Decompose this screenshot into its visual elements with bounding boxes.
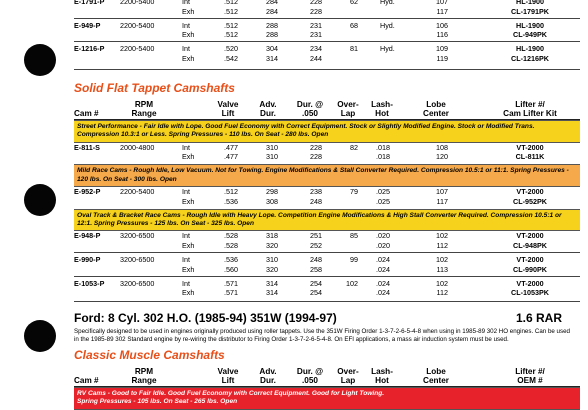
rocker-ratio: 1.6 RAR: [515, 311, 562, 326]
int-exh: Int: [182, 0, 190, 6]
header-adv-duration-line1: Adv.: [259, 367, 277, 376]
valve-lift: .520: [224, 44, 238, 54]
catalog-page: [74, 0, 580, 410]
duration-050: 228: [310, 152, 322, 162]
table-row: [74, 44, 580, 54]
table-row: [74, 197, 580, 207]
advertised-duration: 308: [266, 196, 278, 206]
row-divider: [74, 18, 580, 19]
table-row: [74, 241, 580, 251]
int-exh: Int: [182, 44, 190, 54]
lash: Hyd.: [380, 0, 395, 6]
lash: Hyd.: [380, 44, 395, 54]
header-adv-duration-line1: Adv.: [259, 99, 277, 109]
duration-050: 228: [310, 6, 322, 16]
int-exh: Int: [182, 231, 190, 241]
valve-lift: .512: [224, 6, 238, 16]
lash: .018: [376, 142, 390, 152]
table-row: [74, 187, 580, 197]
int-exh: Exh: [182, 6, 195, 16]
header-valve-lift-line1: Valve: [217, 99, 239, 109]
table-row: [74, 152, 580, 162]
header-duration-050-line2: .050: [302, 108, 318, 118]
lobe-center: 102: [436, 255, 448, 264]
column-headers-classic: [74, 365, 580, 387]
cam-number: E-952-P: [74, 187, 101, 196]
rpm-range: 2000-4800: [120, 142, 155, 152]
lobe-center: 112: [436, 241, 448, 251]
lifter-kit: CL-952PK: [513, 196, 547, 206]
section-title-classic: Classic Muscle Camshafts: [74, 348, 225, 362]
duration-050: 238: [310, 187, 322, 196]
lobe-center: 113: [436, 264, 448, 274]
duration-050: 252: [310, 241, 322, 251]
rpm-range: 2200-5400: [120, 44, 155, 54]
rows-street: [74, 143, 580, 163]
valve-lift: .477: [224, 142, 238, 152]
header-duration-050-line2: .050: [302, 376, 318, 385]
rpm-range: 3200-6500: [120, 255, 155, 264]
advertised-duration: 310: [266, 152, 278, 162]
table-row: [74, 0, 580, 7]
int-exh: Exh: [182, 30, 195, 40]
advertised-duration: 314: [266, 278, 278, 288]
duration-050: 248: [310, 255, 322, 264]
valve-lift: .512: [224, 30, 238, 40]
header-lash-line2: Hot: [375, 376, 389, 385]
lobe-center: 102: [436, 278, 448, 288]
engine-title: Ford: 8 Cyl. 302 H.O. (1985-94) 351W (1994-97): [74, 311, 337, 326]
header-lash-line1: Lash-: [371, 367, 393, 376]
int-exh: Int: [182, 187, 190, 196]
cam-number: E-811-S: [74, 142, 100, 152]
header-rpm-line2: Range: [131, 108, 157, 118]
int-exh: Exh: [182, 152, 195, 162]
header-lobe-center-line1: Lobe: [426, 99, 446, 109]
advertised-duration: 314: [266, 288, 278, 298]
valve-lift: .542: [224, 53, 238, 63]
rpm-range: 3200-6500: [120, 231, 155, 241]
valve-lift: .571: [224, 278, 238, 288]
overlap: 102: [346, 278, 358, 288]
category-band-rv: [74, 387, 580, 410]
table-row: [74, 288, 580, 298]
lifter-kit: CL-949PK: [513, 30, 547, 40]
rpm-range: 2200-5400: [120, 0, 155, 6]
lobe-center: 117: [436, 196, 448, 206]
header-lash-line1: Lash-: [371, 99, 393, 109]
advertised-duration: 298: [266, 187, 278, 196]
binder-hole-2: [24, 184, 56, 216]
advertised-duration: 304: [266, 44, 278, 54]
int-exh: Exh: [182, 241, 195, 251]
lobe-center: 109: [436, 44, 448, 54]
valve-lift: .536: [224, 196, 238, 206]
table-row: [74, 143, 580, 153]
duration-050: 228: [310, 0, 322, 6]
row-divider: [74, 252, 580, 253]
duration-050: 244: [310, 53, 322, 63]
header-rpm-line1: RPM: [134, 99, 154, 109]
engine-description: Specifically designed to be used in engines originally produced using roller tappets. Use the 351W Firing Order 1-3-7-2-6-5-4-8 when using in 1985-89 302 HO engines. Can be used in the 1985-89 302 Standard engine by re-wiring the distributor to Firing Order 1-3-7-2-6-5-4-8. On EFI applications, a mass air induction system must be used.: [74, 328, 570, 343]
duration-050: 231: [310, 20, 322, 30]
header-lash-line2: Hot: [375, 108, 389, 118]
valve-lift: .528: [224, 231, 238, 241]
lobe-center: 117: [436, 6, 448, 16]
lash: .025: [376, 187, 390, 196]
table-row: [74, 255, 580, 265]
lash: .018: [376, 152, 390, 162]
advertised-duration: 320: [266, 241, 278, 251]
table-row: [74, 279, 580, 289]
lash: .024: [376, 255, 390, 264]
cam-number: E-1216-P: [74, 44, 105, 54]
header-overlap-line2: Lap: [340, 108, 356, 118]
header-overlap-line1: Over-: [337, 99, 359, 109]
lifter-kit: VT-2000: [516, 278, 544, 288]
advertised-duration: 320: [266, 264, 278, 274]
top-rows: [74, 0, 580, 64]
overlap: 62: [350, 0, 358, 6]
row-divider: [74, 276, 580, 277]
header-duration-050-line1: Dur. @: [296, 367, 324, 376]
overlap: 81: [350, 44, 358, 54]
int-exh: Exh: [182, 288, 195, 298]
column-headers-solid: [74, 98, 580, 120]
table-row: [74, 21, 580, 31]
duration-050: 231: [310, 30, 322, 40]
header-lifter-line2: OEM #: [517, 376, 543, 385]
int-exh: Exh: [182, 53, 195, 63]
valve-lift: .528: [224, 241, 238, 251]
header-rpm-line2: Range: [131, 376, 157, 385]
header-cam: Cam #: [74, 376, 99, 385]
rpm-range: 3200-6500: [120, 278, 155, 288]
valve-lift: .512: [224, 20, 238, 30]
header-valve-lift-line2: Lift: [221, 108, 235, 118]
lifter-kit: HL-1900: [516, 44, 544, 54]
overlap: 79: [350, 187, 358, 196]
lifter-kit: HL-1900: [516, 0, 544, 6]
engine-heading: [74, 308, 580, 328]
table-row: [74, 30, 580, 40]
lobe-center: 107: [436, 0, 448, 6]
row-divider: [74, 41, 580, 42]
cam-number: E-1791-P: [74, 0, 105, 6]
lobe-center: 120: [436, 152, 448, 162]
advertised-duration: 314: [266, 53, 278, 63]
binder-hole-3: [24, 320, 56, 352]
divider: [74, 69, 580, 70]
cam-number: E-948-P: [74, 231, 101, 241]
int-exh: Int: [182, 255, 190, 264]
header-overlap-line1: Over-: [337, 367, 359, 376]
band-text: RV Cams - Good to Fair Idle. Good Fuel Economy with Correct Equipment. Good for Light Towing.: [77, 390, 385, 397]
advertised-duration: 318: [266, 231, 278, 241]
lifter-kit: CL-1053PK: [511, 288, 549, 298]
valve-lift: .560: [224, 264, 238, 274]
header-adv-duration-line2: Dur.: [260, 108, 276, 118]
duration-050: 254: [310, 288, 322, 298]
int-exh: Exh: [182, 196, 195, 206]
header-rpm-line1: RPM: [134, 367, 154, 376]
valve-lift: .512: [224, 0, 238, 6]
lifter-kit: CL-990PK: [513, 264, 547, 274]
duration-050: 228: [310, 142, 322, 152]
duration-050: 234: [310, 44, 322, 54]
advertised-duration: 310: [266, 255, 278, 264]
valve-lift: .477: [224, 152, 238, 162]
int-exh: Int: [182, 278, 190, 288]
lifter-kit: VT-2000: [516, 231, 544, 241]
lifter-kit: CL-811K: [515, 152, 545, 162]
table-row: [74, 231, 580, 241]
int-exh: Int: [182, 20, 190, 30]
lobe-center: 107: [436, 187, 448, 196]
rpm-range: 2200-5400: [120, 20, 155, 30]
valve-lift: .536: [224, 255, 238, 264]
header-overlap-line2: Lap: [340, 376, 356, 385]
lash: .020: [376, 231, 390, 241]
int-exh: Exh: [182, 264, 195, 274]
binder-hole-1: [24, 44, 56, 76]
header-lifter-line2: Cam Lifter Kit: [503, 108, 557, 118]
duration-050: 254: [310, 278, 322, 288]
top-table: [74, 0, 580, 64]
lobe-center: 108: [436, 142, 448, 152]
valve-lift: .571: [224, 288, 238, 298]
category-band-mild-race: Mild Race Cams - Rough Idle, Low Vacuum. Not for Towing. Engine Modifications & Stall Converter Required. Compression 10.5:1 or 11:1. Spring Pressures - 120 lbs. On Seat - 300 lbs. Open: [74, 164, 580, 187]
lifter-kit: CL-1791PK: [511, 6, 549, 16]
header-valve-lift-line1: Valve: [217, 367, 239, 376]
header-valve-lift-line2: Lift: [221, 376, 235, 385]
advertised-duration: 288: [266, 20, 278, 30]
header-lobe-center-line1: Lobe: [426, 367, 446, 376]
lifter-kit: VT-2000: [516, 142, 544, 152]
advertised-duration: 288: [266, 30, 278, 40]
section-title-solid: Solid Flat Tappet Camshafts: [74, 80, 235, 95]
header-adv-duration-line2: Dur.: [260, 376, 276, 385]
lifter-kit: CL-1216PK: [511, 53, 549, 63]
duration-050: 248: [310, 196, 322, 206]
overlap: 85: [350, 231, 358, 241]
lash: .024: [376, 288, 390, 298]
advertised-duration: 310: [266, 142, 278, 152]
lifter-kit: VT-2000: [516, 187, 544, 196]
overlap: 82: [350, 142, 358, 152]
valve-lift: .512: [224, 187, 238, 196]
header-cam: Cam #: [74, 108, 99, 118]
lash: .025: [376, 196, 390, 206]
lobe-center: 119: [436, 53, 448, 63]
header-lobe-center-line2: Center: [423, 376, 449, 385]
duration-050: 258: [310, 264, 322, 274]
category-band-oval-track: Oval Track & Bracket Race Cams - Rough Idle with Heavy Lope. Competition Engine Modifications & High Stall Converter Required. Compression 10.5:1 or 12:1. Spring Pressures - 125 lbs. On Seat - 325 lbs. Open: [74, 209, 580, 232]
lash: .024: [376, 264, 390, 274]
lobe-center: 116: [436, 30, 448, 40]
lifter-kit: VT-2000: [516, 255, 544, 264]
lobe-center: 112: [436, 288, 448, 298]
header-lifter-line1: Lifter #/: [515, 99, 545, 109]
category-band-street: Street Performance - Fair Idle with Lope. Good Fuel Economy with Correct Equipment. Stock or Slightly Modified Engine. Stock or Modified Trans. Compression 10.3:1 or Less. Spring Pressures - 110 lbs. On Seat - 280 lbs. Open: [74, 120, 580, 143]
table-row: [74, 54, 580, 64]
lobe-center: 102: [436, 231, 448, 241]
rpm-range: 2200-5400: [120, 187, 155, 196]
header-lobe-center-line2: Center: [423, 108, 449, 118]
lash: Hyd.: [380, 20, 395, 30]
lobe-center: 106: [436, 20, 448, 30]
rows-oval-track: [74, 231, 580, 298]
table-row: [74, 7, 580, 17]
cam-number: E-990-P: [74, 255, 101, 264]
cam-number: E-949-P: [74, 20, 101, 30]
advertised-duration: 284: [266, 6, 278, 16]
header-lifter-line1: Lifter #/: [515, 367, 545, 376]
advertised-duration: 284: [266, 0, 278, 6]
lifter-kit: HL-1900: [516, 20, 544, 30]
overlap: 68: [350, 20, 358, 30]
rows-mild-race: [74, 187, 580, 207]
cam-number: E-1053-P: [74, 278, 105, 288]
lash: .024: [376, 278, 390, 288]
band-text-cut: Spring Pressures - 105 lbs. On Seat - 265 lbs. Open: [77, 398, 238, 406]
lash: .020: [376, 241, 390, 251]
header-duration-050-line1: Dur. @: [296, 99, 324, 109]
lifter-kit: CL-948PK: [513, 241, 547, 251]
duration-050: 251: [310, 231, 322, 241]
int-exh: Int: [182, 142, 190, 152]
overlap: 99: [350, 255, 358, 264]
divider: [74, 301, 580, 302]
table-row: [74, 265, 580, 275]
